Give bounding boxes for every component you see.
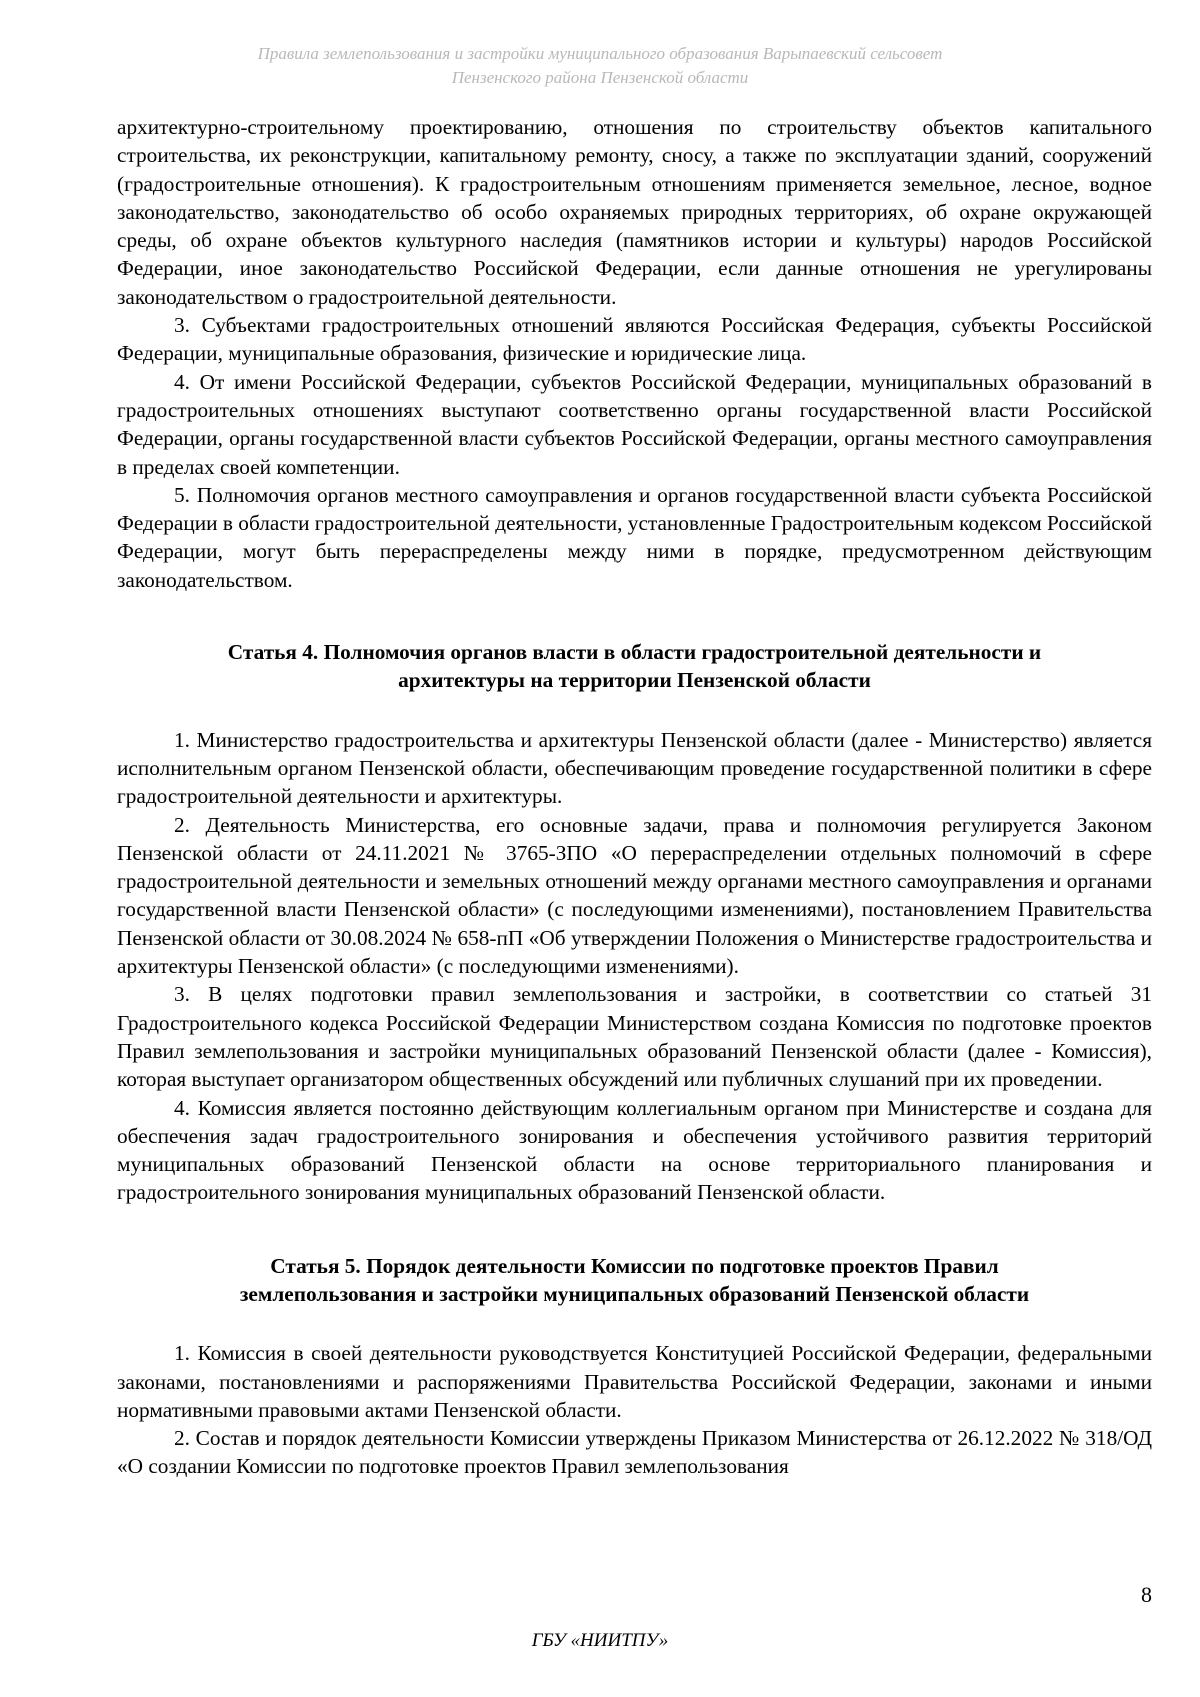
running-footer: ГБУ «НИИТПУ» — [531, 1630, 669, 1651]
article-5-paragraph-1: 1. Комиссия в своей деятельности руководствуется Конституцией Российской Федерации, федеральными законами, постановлениями и распоряжениями Правительства Российской Федерации, законами и иными нормативными правовыми актами Пензенской области. — [117, 1341, 1152, 1422]
paragraph-item-5: 5. Полномочия органов местного самоуправления и органов государственной власти субъекта Российской Федерации в области градостроительной деятельности, установленные Градостроительным кодексом Российской Федерации, могут быть перераспределены между ними в порядке, предусмотренном действующим законодательством. — [117, 482, 1152, 592]
article-5-heading-line-2: землепользования и застройки муниципальных образований Пензенской области — [239, 1281, 1030, 1306]
article-4-heading-line-2: архитектуры на территории Пензенской области — [398, 668, 871, 693]
article-5-heading — [117, 1252, 1152, 1309]
paragraph-item-3: 3. Субъектами градостроительных отношений являются Российская Федерация, субъекты Российской Федерации, муниципальные образования, физические и юридические лица. — [117, 313, 1152, 366]
page-number: 8 — [1141, 1582, 1152, 1607]
article-4-heading — [117, 638, 1152, 695]
running-header-line-1: Правила землепользования и застройки муниципального образования Варыпаевский сельсовет — [257, 44, 943, 63]
article-4-paragraph-3: 3. В целях подготовки правил землепользования и застройки, в соответствии со статьей 31 Градостроительного кодекса Российской Федерации Министерством создана Комиссия по подготовке проектов Правил землепользования и застройки муниципальных образований Пензенской области (далее - Комиссия), которая выступает организатором общественных обсуждений или публичных слушаний при их проведении. — [117, 982, 1152, 1092]
document-body — [117, 113, 1152, 1481]
article-4-paragraph-2: 2. Деятельность Министерства, его основные задачи, права и полномочия регулируется Законом Пензенской области от 24.11.2021 № 3765-ЗПО «О перераспределении отдельных полномочий в сфере градостроительной деятельности и земельных отношений между органами местного самоуправления и органами государственной власти Пензенской области» (с последующими изменениями), постановлением Правительства Пензенской области от 30.08.2024 № 658-пП «Об утверждении Положения о Министерстве градостроительства и архитектуры Пензенской области» (с последующими изменениями). — [117, 812, 1152, 979]
article-5-heading-line-1: Статья 5. Порядок деятельности Комиссии по подготовке проектов Правил — [270, 1253, 999, 1278]
article-5-paragraph-2: 2. Состав и порядок деятельности Комиссии утверждены Приказом Министерства от 26.12.2022 № 318/ОД «О создании Комиссии по подготовке проектов Правил землепользования — [117, 1426, 1152, 1479]
article-4-paragraph-1: 1. Министерство градостроительства и архитектуры Пензенской области (далее - Министерство) является исполнительным органом Пензенской области, обеспечивающим проведение государственной политики в сфере градостроительной деятельности и архитектуры. — [117, 727, 1152, 809]
running-header — [0, 42, 1200, 90]
article-4-paragraph-4: 4. Комиссия является постоянно действующим коллегиальным органом при Министерстве и создана для обеспечения задач градостроительного зонирования и обеспечения устойчивого развития территорий муниципальных образований Пензенской области на основе территориального планирования и градостроительного зонирования муниципальных образований Пензенской области. — [117, 1095, 1152, 1205]
running-header-line-2: Пензенского района Пензенской области — [451, 68, 749, 87]
article-4-heading-line-1: Статья 4. Полномочия органов власти в области градостроительной деятельности и — [227, 640, 1042, 665]
paragraph-continuation: архитектурно-строительному проектированию, отношения по строительству объектов капитального строительства, их реконструкции, капитальному ремонту, сносу, а также по эксплуатации зданий, сооружений (градостроительные отношения). К градостроительным отношениям применяется земельное, лесное, водное законодательство, законодательство об особо охраняемых природных территориях, об охране окружающей среды, об охране объектов культурного наследия (памятников истории и культуры) народов Российской Федерации, иное законодательство Российской Федерации, если данные отношения не урегулированы законодательством о градостроительной деятельности. — [117, 115, 1152, 309]
paragraph-item-4: 4. От имени Российской Федерации, субъектов Российской Федерации, муниципальных образований в градостроительных отношениях выступают соответственно органы государственной власти Российской Федерации, органы государственной власти субъектов Российской Федерации, органы местного самоуправления в пределах своей компетенции. — [117, 369, 1152, 479]
